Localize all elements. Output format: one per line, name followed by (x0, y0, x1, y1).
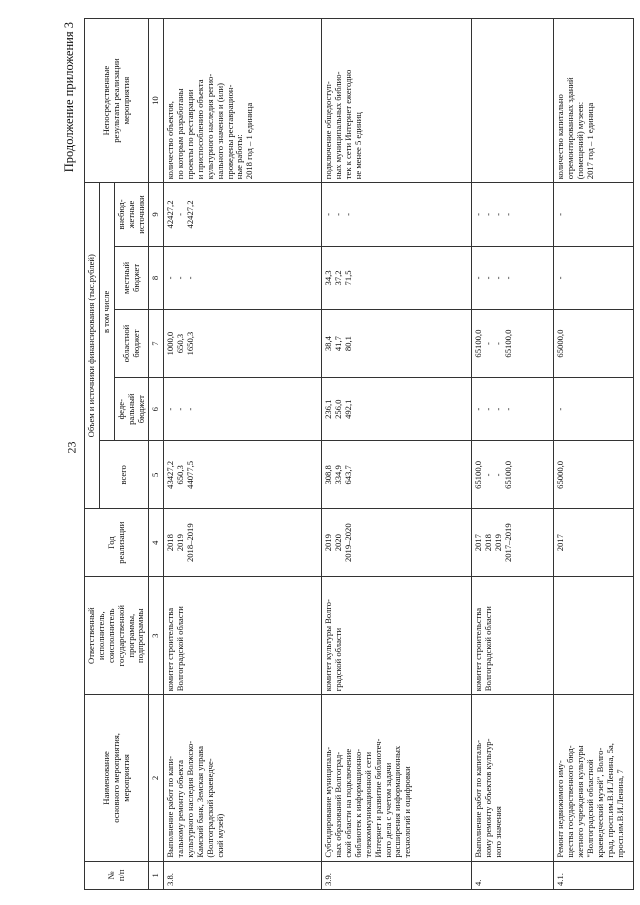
row-name: Выполнение работ по капиталь- ному ремонту объектов культур- ного значения (472, 695, 554, 861)
header-federal: феде- ральный бюджет (114, 378, 149, 441)
col-number: 8 (149, 246, 164, 309)
col-number: 1 (149, 861, 164, 889)
row-result: подключение общедоступ- ных муниципальных библио- тек к сети Интернет ежегодно не менее 5 единиц (322, 19, 472, 183)
row-no: 3.8. (164, 861, 322, 889)
row-extra: 42427,2 - 42427,2 (164, 183, 322, 247)
col-number: 10 (149, 19, 164, 183)
appendix-subtitle: Продолжение приложения 3 (62, 22, 76, 173)
table-header (85, 19, 164, 890)
header-year: Год реализации (85, 509, 149, 577)
row-responsible (554, 577, 634, 695)
row-total: 43427,2 650,3 44077,5 (164, 441, 322, 509)
col-number: 4 (149, 509, 164, 577)
row-result: количество капитально отремонтированных зданий (помещений) музеев: 2017 год – 1 единица (554, 19, 634, 183)
row-extra: - (554, 183, 634, 247)
row-year: 2018 2019 2018–2019 (164, 509, 322, 577)
row-extra: - - - - (472, 183, 554, 247)
row-name: Выполнение работ по капи- тальному ремонту объекта культурного наследия Волжско- Камский банк, Земская управа (Волгоградский краеведче- ский музей) (164, 695, 322, 861)
row-no: 4. (472, 861, 554, 889)
header-funding: Объем и источники финансирования (тыс.рублей) (85, 183, 100, 509)
header-incl: в том числе (99, 183, 114, 441)
header-local: местный бюджет (114, 246, 149, 309)
table-row (472, 19, 554, 890)
header-name: Наименование основного мероприятия, мероприятия (85, 695, 149, 861)
row-responsible: комитет строительства Волгоградской области (164, 577, 322, 695)
row-name: Субсидирование муниципаль- ных образований Волгоград- ской области на подключение библиотек к информационно- телекоммуникационной сети Интернет и развитие библиотеч- ного дела с учетом задачи расширения информационных технологий и оцифровки (322, 695, 472, 861)
row-local: - - - (164, 246, 322, 309)
row-no: 3.9. (322, 861, 472, 889)
row-extra: - - - (322, 183, 472, 247)
header-regional: областной бюджет (114, 310, 149, 378)
header-no: № п/п (85, 861, 149, 889)
col-number: 6 (149, 378, 164, 441)
table-row (322, 19, 472, 890)
funding-table (84, 18, 634, 890)
row-result (472, 19, 554, 183)
row-federal: - (554, 378, 634, 441)
rotated-page (60, 12, 625, 892)
row-name: Ремонт недвижимого иму- щества государственного бюд- жетного учреждения культуры "Волгоградский областной краеведческий музей", Волго- град, просп.им.В.И.Ленина, 5а, просп.им.В.И.Ленина, 7 (554, 695, 634, 861)
row-local: - (554, 246, 634, 309)
row-regional: 1000,0 650,3 1650,3 (164, 310, 322, 378)
page-number: 23 (64, 441, 79, 454)
column-number-row (149, 19, 164, 890)
row-responsible: комитет строительства Волгоградской области (472, 577, 554, 695)
row-responsible: комитет культуры Волго- градской области (322, 577, 472, 695)
header-extra: внебюд- жетные источники (114, 183, 149, 247)
row-regional: 38,4 41,7 80,1 (322, 310, 472, 378)
row-federal: - - - (164, 378, 322, 441)
row-total: 65100,0 - - 65100,0 (472, 441, 554, 509)
row-local: 34,3 37,2 71,5 (322, 246, 472, 309)
table-row (554, 19, 634, 890)
row-federal: - - - - (472, 378, 554, 441)
header-responsible: Ответственный исполнитель, соисполнитель государственной программы, подпрограммы (85, 577, 149, 695)
row-result: количество объектов, по которым разработаны проекты по реставрации и приспособлению объекта культурного наследия регио- нального значения и (или) проведены реставрацион- ные работы: 2018 год – 1 единица (164, 19, 322, 183)
table-row (164, 19, 322, 890)
row-regional: 65100,0 - - 65100,0 (472, 310, 554, 378)
col-number: 5 (149, 441, 164, 509)
row-local: - - - - (472, 246, 554, 309)
row-total: 65000,0 (554, 441, 634, 509)
row-regional: 65000,0 (554, 310, 634, 378)
row-total: 308,8 334,9 643,7 (322, 441, 472, 509)
col-number: 9 (149, 183, 164, 247)
header-result: Непосредственные результаты реализации мероприятия (85, 19, 149, 183)
col-number: 7 (149, 310, 164, 378)
row-year: 2017 2018 2019 2017–2019 (472, 509, 554, 577)
col-number: 2 (149, 695, 164, 861)
row-no: 4.1. (554, 861, 634, 889)
row-federal: 236,1 256,0 492,1 (322, 378, 472, 441)
row-year: 2017 (554, 509, 634, 577)
row-year: 2019 2020 2019–2020 (322, 509, 472, 577)
col-number: 3 (149, 577, 164, 695)
header-total: всего (99, 441, 149, 509)
